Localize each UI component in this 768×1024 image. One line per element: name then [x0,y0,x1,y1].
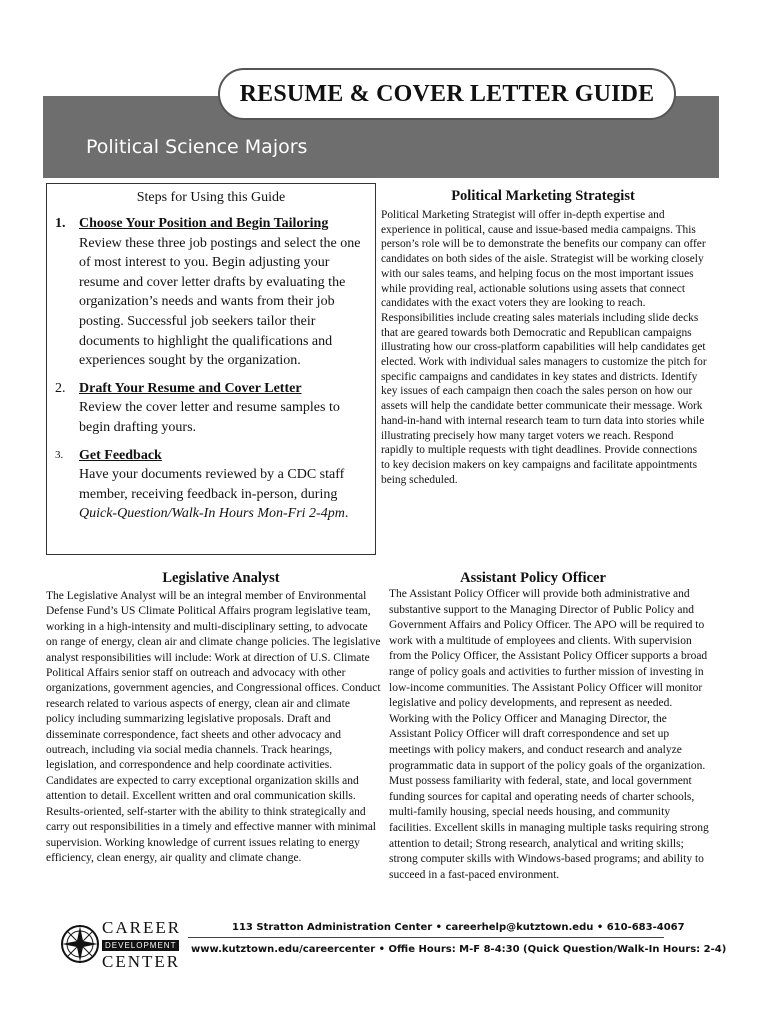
step-number: 2. [55,380,66,396]
footer-web: www.kutztown.edu/careercenter • Offie Hours: M-F 8-4:30 (Quick Question/Walk-In Hours: 2-4) [191,944,727,955]
step-number: 1. [55,216,66,231]
job-title-policy: Assistant Policy Officer [460,570,606,586]
step-text-end: . [344,506,349,522]
step-2 [55,379,367,438]
career-center-logo [60,918,180,978]
steps-heading: Steps for Using this Guide [136,190,286,205]
logo-line-2: DEVELOPMENT [102,940,179,951]
page-title: RESUME & COVER LETTER GUIDE [239,80,655,107]
job-text-policy: The Assistant Policy Officer will provide both administrative and substantive support to the Managing Director of Public Policy and Government Affairs and Policy Officer. The APO will be required to work with a multitude of employees and clients. With supervision from the Policy Officer, the Assistant Policy Officer supports a broad range of policy goals and activities to further mission of investing in low-income communities. The Assistant Policy Officer will monitor legislative and policy developments, and represent as needed. Working with the Policy Officer and Managing Director, the Assistant Policy Officer will draft correspondence and set up meetings with policy makers, and conduct research and analyze programmatic data in support of the policy goals of the organization. Must possess familiarity with federal, state, and local government funding sources for capital and operating needs of charter schools, multi-family housing, special needs housing, and community facilities. Excellent skills in managing multiple tasks requiring strong attention to detail; Strong research, analytical and writing skills; strong computer skills with Windows-based programs; and ability to succeed in a fast-paced environment. [389,588,709,881]
job-text-marketing: Political Marketing Strategist will offer in-depth expertise and experience in political, cause and issue-based media campaigns. This person’s role will be to demonstrate the benefits our company can offer candidates on both sides of the aisle. Strategist will be working closely with our sales teams, and helping focus on the most important issues while providing real, actionable solutions using assets that connect candidates with the exact voters they are looking to reach. Responsibilities include creating sales materials including slide decks that are geared towards both Democratic and Republican campaigns illustrating how our cross-platform capabilities will help candidates get elected. Work with individual sales managers to customize the pitch for specific campaigns and candidates in key states and districts. Identify key issues of each campaign then coach the sales person on how our assets will help the candidate better communicate their message. Work hand-in-hand with internal research team to turn data into stories while illustrating precisely how many target voters we reach. Respond rapidly to multiple requests with tight deadlines. Provide connections to key decision makers on key campaigns and facilitate appointments being scheduled. [381,209,707,486]
step-1 [55,214,367,371]
step-title: Get Feedback [79,447,162,463]
title-pill [218,68,676,120]
step-number: 3. [55,448,64,461]
page-subtitle: Political Science Majors [86,136,308,158]
footer-divider [188,937,664,938]
logo-line-1: CAREER [102,918,182,937]
step-title: Choose Your Position and Begin Tailoring [79,216,329,231]
job-text-legislative: The Legislative Analyst will be an integral member of Environmental Defense Fund’s US Climate Political Affairs program legislative team, working in a high-intensity and multi-disciplinary setting, to advocate on range of energy, clean air and climate change policies. The legislative analyst responsibilities will include: Work at direction of U.S. Climate Political Affairs senior staff on outreach and advocacy with other organizations, government agencies, and Congressional offices. Conduct research related to various aspects of energy, clean air and climate policy including summarizing legislative proposals. Draft and disseminate correspondence, fact sheets and other advocacy and outreach, including via social media channels. Track hearings, legislation, and correspondence and help coordinate activities. Candidates are expected to carry exceptional organization skills and attention to detail. Excellent written and oral communication skills. Results-oriented, self-starter with the ability to think strategically and carry out responsibilities in a timely and effective manner with minimal supervision. Working knowledge of current issues relating to energy efficiency, clean energy, air quality and climate change. [46,590,381,864]
step-text: Review these three job postings and select the one of most interest to you. Begin adjusting your resume and cover letter drafts by evaluating the organization’s needs and wants from their job posting. Successful job seekers tailor their documents to highlight the qualifications and experiences sought by the organization. [79,235,361,369]
step-text: Have your documents reviewed by a CDC staff member, receiving feedback in-person, during [79,467,345,502]
step-text: Review the cover letter and resume samples to begin drafting yours. [79,400,340,435]
step-3 [55,446,367,524]
job-title-marketing: Political Marketing Strategist [451,188,635,204]
footer-contact: 113 Stratton Administration Center • careerhelp@kutztown.edu • 610-683-4067 [232,922,685,933]
job-title-legislative: Legislative Analyst [162,570,280,586]
step-text-italic: Quick-Question/Walk-In Hours Mon-Fri 2-4pm [79,506,345,522]
step-title: Draft Your Resume and Cover Letter [79,380,302,396]
steps-box [46,183,376,555]
logo-line-3: CENTER [102,952,181,971]
